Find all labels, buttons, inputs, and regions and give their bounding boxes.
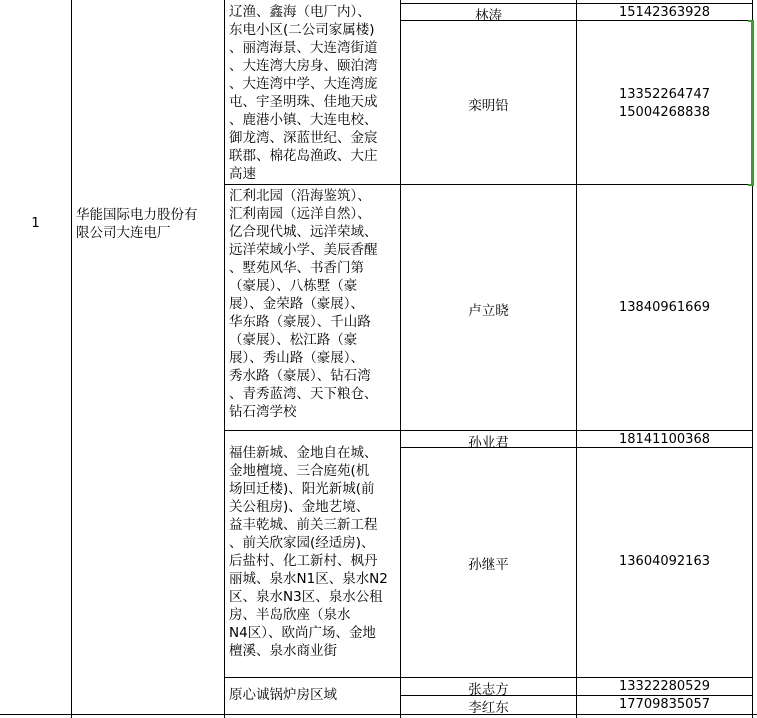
area-line: 亿合现代城、远洋荣域、 xyxy=(229,224,378,240)
area-line: 后盐村、化工新村、枫丹 xyxy=(229,553,378,569)
area-line: 辽渔、鑫海（电厂内）、 xyxy=(229,4,371,20)
area-line: 、鹿港小镇、大连电校、 xyxy=(229,112,378,128)
area-cell-region-1[interactable] xyxy=(229,3,399,183)
area-line: 关公租房)、金地艺境、 xyxy=(229,499,370,515)
area-line: 原心诚锅炉房区域 xyxy=(229,687,337,703)
area-line: 汇利北园（沿海鉴筑）、 xyxy=(229,188,371,204)
area-line: 檀溪、泉水商业街 xyxy=(229,643,337,659)
contact-phone-cell[interactable]: 13322280529 xyxy=(619,679,710,694)
area-line: 、前关欣家园(经适房)、 xyxy=(229,535,375,551)
contact-name-cell[interactable]: 卢立晓 xyxy=(468,303,509,319)
contact-name-cell[interactable]: 李红东 xyxy=(468,700,509,716)
cell-selection-border xyxy=(748,184,754,186)
contact-name-cell[interactable]: 孙继平 xyxy=(468,557,509,573)
area-line: 联郡、棉花岛渔政、大庄 xyxy=(229,148,378,164)
area-line: 华东路（豪展）、千山路 xyxy=(229,314,371,330)
row-divider xyxy=(0,714,757,715)
contact-name-cell[interactable]: 栾明铅 xyxy=(468,98,509,114)
area-line: 展）、秀山路（豪展）、 xyxy=(229,350,364,366)
company-cell[interactable] xyxy=(76,206,198,242)
area-line: N4区）、欧尚广场、金地 xyxy=(229,625,376,641)
area-line: 展）、金荣路（豪展）、 xyxy=(229,296,364,312)
area-cell-region-4[interactable] xyxy=(229,686,399,704)
area-line: 房、半岛欣座（泉水 xyxy=(229,607,351,623)
area-line: 、墅苑风华、书香门第 xyxy=(229,260,364,276)
area-line: 钻石湾学校 xyxy=(229,404,297,420)
contact-phone-cell[interactable]: 15142363928 xyxy=(619,5,710,20)
area-line: 、大连湾大房身、颐泊湾 xyxy=(229,58,378,74)
area-line: 丽城、泉水N1区、泉水N2 xyxy=(229,571,388,587)
area-line: 、大连湾中学、大连湾庞 xyxy=(229,76,378,92)
area-line: 、丽湾海景、大连湾街道 xyxy=(229,40,378,56)
phone-line: 15004268838 xyxy=(619,105,710,120)
area-line: 、青秀蓝湾、天下粮仓、 xyxy=(229,386,378,402)
area-line: 远洋荣域小学、美辰香醒 xyxy=(229,242,378,258)
contact-phone-cell[interactable]: 13604092163 xyxy=(619,554,710,569)
area-line: （豪展）、松江路（豪 xyxy=(229,332,358,348)
area-line: 金地檀境、三合庭苑(机 xyxy=(229,463,370,479)
area-line: （豪展）、八栋墅（豪 xyxy=(229,278,358,294)
area-line: 御龙湾、深蓝世纪、金宸 xyxy=(229,130,378,146)
col-divider-index xyxy=(71,0,72,718)
company-line: 华能国际电力股份有 xyxy=(76,207,198,223)
area-line: 场回迁楼)、阳光新城(前 xyxy=(229,481,375,497)
contact-phone-cell[interactable]: 13840961669 xyxy=(619,300,710,315)
contact-name-cell[interactable]: 张志方 xyxy=(468,682,509,698)
area-line: 屯、宇圣明珠、佳地天成 xyxy=(229,94,378,110)
company-line: 限公司大连电厂 xyxy=(76,225,171,241)
phone-line: 13352264747 xyxy=(619,87,710,102)
area-line: 高速 xyxy=(229,166,256,182)
contact-name-cell[interactable]: 林涛 xyxy=(475,8,502,24)
area-line: 区、泉水N3区、泉水公租 xyxy=(229,589,383,605)
area-cell-region-2[interactable] xyxy=(229,187,399,421)
contact-phone-cell[interactable]: 17709835057 xyxy=(619,697,710,712)
area-line: 福佳新城、金地自在城、 xyxy=(229,445,378,461)
area-line: 汇利南园（远洋自然）、 xyxy=(229,206,371,222)
contact-name-cell[interactable]: 孙业君 xyxy=(468,435,509,451)
col-divider-company xyxy=(224,0,225,718)
row-index[interactable]: 1 xyxy=(31,215,40,231)
area-line: 秀水路（豪展）、钻石湾 xyxy=(229,368,371,384)
row-divider xyxy=(224,184,753,185)
cell-selection-border xyxy=(748,20,754,22)
area-cell-region-3[interactable] xyxy=(229,444,399,660)
contact-phone-cell[interactable] xyxy=(577,86,752,122)
area-line: 益丰乾城、前关三新工程 xyxy=(229,517,378,533)
contact-phone-cell[interactable]: 18141100368 xyxy=(619,432,710,447)
area-line: 东电小区(二公司家属楼) xyxy=(229,22,375,38)
